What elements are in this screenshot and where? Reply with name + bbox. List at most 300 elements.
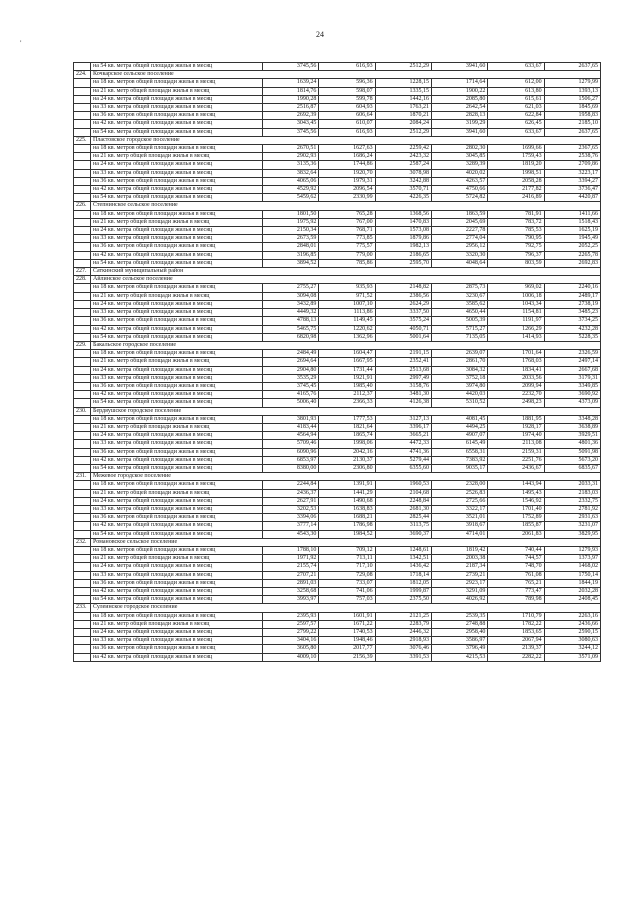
settlement-header-row [74,268,601,276]
table-row [74,104,601,112]
cost-value-cell: 733,07 [319,579,375,587]
table-row [74,530,601,538]
cost-value-cell: 2802,30 [431,145,487,153]
cost-value-cell: 6835,67 [544,464,600,472]
cost-value-cell: 1731,44 [319,366,375,374]
table-row [74,432,601,440]
table-row [74,596,601,604]
table-row [74,391,601,399]
area-norm-label: на 36 кв. метров общей площади жилья в месяц [91,243,263,251]
table-row [74,423,601,431]
cost-value-cell: 2033,31 [544,481,600,489]
cost-value-cell: 1948,46 [319,637,375,645]
cost-value-cell: 621,03 [488,104,544,112]
cost-value-cell: 2891,03 [263,579,319,587]
cost-value-cell: 3258,68 [263,588,319,596]
cost-value-cell: 767,00 [319,218,375,226]
cost-value-cell: 4009,10 [263,653,319,661]
cost-value-cell: 935,93 [319,284,375,292]
cost-value-cell: 3571,09 [544,653,600,661]
area-norm-label: на 54 кв. метра общей площади жилья в месяц [91,128,263,136]
cost-value-cell: 1821,64 [319,423,375,431]
cost-value-cell: 2159,31 [488,448,544,456]
cost-value-cell: 6090,96 [263,448,319,456]
cost-value-cell: 3736,47 [544,186,600,194]
area-norm-label: на 24 кв. метра общей площади жилья в месяц [91,629,263,637]
row-number-cell [74,161,91,169]
area-norm-label: на 21 кв. метр общей площади жилья в месяц [91,358,263,366]
cost-value-cell: 2637,65 [544,63,600,71]
cost-value-cell: 2739,21 [431,571,487,579]
cost-value-cell: 1368,56 [375,210,431,218]
cost-value-cell: 1639,24 [263,79,319,87]
cost-value-cell: 3745,56 [263,128,319,136]
cost-value-cell: 1958,83 [544,112,600,120]
area-norm-label: на 21 кв. метр общей площади жилья в месяц [91,620,263,628]
cost-value-cell: 768,71 [319,227,375,235]
table-row [74,161,601,169]
cost-value-cell: 1638,83 [319,505,375,513]
cost-value-cell: 2045,69 [431,218,487,226]
settlement-header-row [74,276,601,284]
table-row [74,374,601,382]
cost-value-cell: 1920,70 [319,169,375,177]
cost-value-cell: 1699,66 [488,145,544,153]
area-norm-label: на 42 кв. метра общей площади жилья в месяц [91,456,263,464]
table-row [74,612,601,620]
area-norm-label: на 42 кв. метра общей площади жилья в месяц [91,522,263,530]
cost-value-cell: 616,93 [319,128,375,136]
cost-value-cell: 779,00 [319,251,375,259]
row-number-cell [74,571,91,579]
area-norm-label: на 33 кв. метра общей площади жилья в месяц [91,309,263,317]
cost-value-cell: 3394,06 [263,514,319,522]
cost-value-cell: 792,75 [488,243,544,251]
cost-value-cell: 1220,62 [319,325,375,333]
cost-value-cell: 596,36 [319,79,375,87]
table-row [74,177,601,185]
cost-value-cell: 3690,92 [544,391,600,399]
table-row [74,366,601,374]
cost-value-cell: 5465,75 [263,325,319,333]
cost-value-cell: 2326,59 [544,350,600,358]
cost-value-cell: 3289,39 [431,161,487,169]
cost-value-cell: 1701,64 [488,350,544,358]
row-number-cell [74,169,91,177]
cost-value-cell: 2084,24 [375,120,431,128]
area-norm-label: на 33 кв. метра общей площади жилья в месяц [91,440,263,448]
row-number-cell [74,481,91,489]
table-row [74,579,601,587]
cost-value-cell: 2099,94 [488,382,544,390]
cost-value-cell: 4126,38 [375,399,431,407]
area-norm-label: на 36 кв. метров общей площади жилья в месяц [91,514,263,522]
row-number-cell [74,243,91,251]
table-row [74,489,601,497]
cost-value-cell: 2367,65 [544,145,600,153]
cost-value-cell: 4026,92 [431,596,487,604]
area-norm-label: на 54 кв. метра общей площади жилья в месяц [91,464,263,472]
area-norm-label: на 36 кв. метров общей площади жилья в месяц [91,177,263,185]
row-number-cell [74,120,91,128]
cost-value-cell: 3941,60 [431,63,487,71]
cost-value-cell: 1759,43 [488,153,544,161]
area-norm-label: на 36 кв. метров общей площади жилья в месяц [91,448,263,456]
cost-value-cell: 2436,66 [544,620,600,628]
cost-value-cell: 2673,59 [263,235,319,243]
settlement-number: 224. [74,71,91,79]
table-row [74,95,601,103]
cost-value-cell: 2306,80 [319,464,375,472]
table-row [74,333,601,341]
area-norm-label: на 24 кв. метра общей площади жилья в месяц [91,300,263,308]
cost-value-cell: 4065,06 [263,177,319,185]
cost-value-cell: 1414,93 [488,333,544,341]
cost-value-cell: 2931,63 [544,514,600,522]
cost-value-cell: 2667,68 [544,366,600,374]
cost-value-cell: 3918,67 [431,522,487,530]
cost-value-cell: 2639,07 [431,350,487,358]
row-number-cell [74,112,91,120]
cost-value-cell: 2130,37 [319,456,375,464]
cost-value-cell: 4232,28 [544,325,600,333]
cost-value-cell: 796,37 [488,251,544,259]
cost-value-cell: 1391,91 [319,481,375,489]
area-norm-label: на 36 кв. метров общей площади жилья в месяц [91,579,263,587]
cost-value-cell: 3396,17 [375,423,431,431]
cost-value-cell: 4801,36 [544,440,600,448]
cost-value-cell: 775,57 [319,243,375,251]
row-number-cell [74,588,91,596]
cost-value-cell: 2848,01 [263,243,319,251]
cost-value-cell: 744,57 [488,555,544,563]
cost-value-cell: 2587,24 [375,161,431,169]
cost-value-cell: 773,85 [319,235,375,243]
cost-value-cell: 6853,97 [263,456,319,464]
row-number-cell [74,145,91,153]
cost-value-cell: 6145,49 [431,440,487,448]
cost-value-cell: 2061,83 [488,530,544,538]
cost-value-cell: 3485,23 [544,309,600,317]
cost-value-cell: 1788,10 [263,546,319,554]
cost-value-cell: 5001,64 [375,333,431,341]
cost-value-cell: 1362,96 [319,333,375,341]
cost-value-cell: 4472,33 [375,440,431,448]
cost-value-cell: 717,10 [319,563,375,571]
table-row [74,169,601,177]
cost-value-cell: 3638,89 [544,423,600,431]
cost-value-cell: 8380,00 [263,464,319,472]
cost-value-cell: 761,08 [488,571,544,579]
cost-value-cell: 1900,22 [431,87,487,95]
cost-value-cell: 615,61 [488,95,544,103]
corner-mark: , [20,37,22,43]
cost-value-cell: 3135,36 [263,161,319,169]
cost-value-cell: 4263,57 [431,177,487,185]
cost-value-cell: 3521,01 [431,514,487,522]
table-row [74,514,601,522]
cost-value-cell: 3752,18 [431,374,487,382]
cost-value-cell: 3196,85 [263,251,319,259]
table-row [74,653,601,661]
table-row [74,292,601,300]
settlement-header-row [74,202,601,210]
cost-value-cell: 765,21 [488,579,544,587]
row-number-cell [74,489,91,497]
cost-value-cell: 1191,97 [488,317,544,325]
row-number-cell [74,186,91,194]
area-norm-label: на 42 кв. метра общей площади жилья в месяц [91,186,263,194]
cost-value-cell: 3043,45 [263,120,319,128]
cost-value-cell: 1393,13 [544,87,600,95]
cost-value-cell: 3199,29 [431,120,487,128]
table-row [74,63,601,71]
area-norm-label: на 18 кв. метров общей площади жилья в месяц [91,79,263,87]
area-norm-label: на 21 кв. метр общей площади жилья в месяц [91,153,263,161]
cost-value-cell: 2861,70 [431,358,487,366]
cost-value-cell: 971,52 [319,292,375,300]
table-row [74,87,601,95]
cost-value-cell: 1863,59 [431,210,487,218]
cost-value-cell: 3745,45 [263,382,319,390]
area-norm-label: на 18 кв. метров общей площади жилья в месяц [91,481,263,489]
cost-value-cell: 1573,08 [375,227,431,235]
cost-value-cell: 2709,86 [544,161,600,169]
cost-value-cell: 2148,82 [375,284,431,292]
row-number-cell [74,366,91,374]
cost-value-cell: 3158,76 [375,382,431,390]
table-row [74,309,601,317]
cost-value-cell: 4750,66 [431,186,487,194]
cost-value-cell: 1819,42 [431,546,487,554]
cost-value-cell: 1744,86 [319,161,375,169]
cost-value-cell: 626,45 [488,120,544,128]
cost-value-cell: 1335,15 [375,87,431,95]
cost-value-cell: 2240,16 [544,284,600,292]
table-row [74,120,601,128]
row-number-cell [74,653,91,661]
cost-value-cell: 2183,03 [544,489,600,497]
area-norm-label: на 54 кв. метра общей площади жилья в месяц [91,596,263,604]
cost-value-cell: 4741,36 [375,448,431,456]
cost-value-cell: 3244,12 [544,645,600,653]
cost-value-cell: 2096,54 [319,186,375,194]
cost-value-cell: 2232,70 [488,391,544,399]
cost-value-cell: 2755,27 [263,284,319,292]
row-number-cell [74,497,91,505]
cost-value-cell: 1266,29 [488,325,544,333]
cost-value-cell: 785,86 [319,259,375,267]
cost-value-cell: 6355,60 [375,464,431,472]
cost-value-cell: 613,80 [488,87,544,95]
row-number-cell [74,464,91,472]
table-row [74,399,601,407]
cost-value-cell: 3084,32 [431,366,487,374]
cost-value-cell: 709,12 [319,546,375,554]
table-row [74,284,601,292]
cost-value-cell: 4449,32 [263,309,319,317]
table-row [74,79,601,87]
cost-value-cell: 3777,14 [263,522,319,530]
cost-value-cell: 3394,27 [544,177,600,185]
cost-value-cell: 2423,32 [375,153,431,161]
row-number-cell [74,333,91,341]
cost-value-cell: 1506,27 [544,95,600,103]
cost-value-cell: 2033,56 [488,374,544,382]
cost-value-cell: 3993,97 [263,596,319,604]
cost-value-cell: 1879,86 [375,235,431,243]
cost-value-cell: 2918,93 [375,637,431,645]
cost-value-cell: 729,08 [319,571,375,579]
table-row [74,456,601,464]
settlement-header-row [74,604,601,612]
cost-value-cell: 1974,40 [488,432,544,440]
table-row [74,505,601,513]
table-row [74,440,601,448]
cost-value-cell: 4050,71 [375,325,431,333]
cost-value-cell: 2251,76 [488,456,544,464]
cost-value-cell: 2263,16 [544,612,600,620]
settlement-header-row [74,341,601,349]
cost-value-cell: 1998,51 [488,169,544,177]
row-number-cell [74,235,91,243]
row-number-cell [74,87,91,95]
cost-value-cell: 4215,53 [431,653,487,661]
row-number-cell [74,300,91,308]
area-norm-label: на 18 кв. метров общей площади жилья в месяц [91,350,263,358]
area-norm-label: на 21 кв. метр общей площади жилья в месяц [91,218,263,226]
cost-value-cell: 1975,92 [263,218,319,226]
settlement-header-row [74,407,601,415]
table-row [74,251,601,259]
cost-value-cell: 783,72 [488,218,544,226]
cost-value-cell: 1921,91 [319,374,375,382]
table-row [74,382,601,390]
cost-value-cell: 7383,92 [431,456,487,464]
cost-value-cell: 2670,51 [263,145,319,153]
settlement-number: 229. [74,341,91,349]
cost-value-cell: 1768,03 [488,358,544,366]
area-norm-label: на 24 кв. метра общей площади жилья в месяц [91,563,263,571]
settlement-name: Пластовское городское поселение [91,136,601,144]
row-number-cell [74,104,91,112]
cost-value-cell: 3801,93 [263,415,319,423]
settlement-name: Сулеинское городское поселение [91,604,601,612]
cost-value-cell: 2330,99 [319,194,375,202]
cost-value-cell: 3586,97 [431,637,487,645]
cost-value-cell: 1782,22 [488,620,544,628]
cost-value-cell: 2539,35 [431,612,487,620]
settlement-number: 232. [74,538,91,546]
tariff-table [73,62,601,662]
cost-value-cell: 4420,87 [544,194,600,202]
cost-value-cell: 785,53 [488,227,544,235]
row-number-cell [74,399,91,407]
cost-value-cell: 2513,68 [375,366,431,374]
cost-value-cell: 2408,45 [544,596,600,604]
cost-value-cell: 1468,02 [544,563,600,571]
cost-value-cell: 2248,84 [375,497,431,505]
table-row [74,235,601,243]
table-row [74,358,601,366]
area-norm-label: на 42 кв. метра общей площади жилья в месяц [91,653,263,661]
settlement-name: Бердяушское городское поселение [91,407,601,415]
cost-value-cell: 2328,00 [431,481,487,489]
cost-value-cell: 1834,41 [488,366,544,374]
cost-value-cell: 3179,31 [544,374,600,382]
cost-value-cell: 1865,74 [319,432,375,440]
row-number-cell [74,350,91,358]
cost-value-cell: 2017,77 [319,645,375,653]
cost-value-cell: 4529,92 [263,186,319,194]
cost-value-cell: 1279,99 [544,79,600,87]
cost-value-cell: 1740,53 [319,629,375,637]
settlement-number: 230. [74,407,91,415]
cost-value-cell: 1441,29 [319,489,375,497]
settlement-number: 228. [74,276,91,284]
table-row [74,145,601,153]
cost-value-cell: 2774,04 [431,235,487,243]
cost-value-cell: 2923,17 [431,579,487,587]
cost-value-cell: 2332,75 [544,497,600,505]
cost-value-cell: 3291,09 [431,588,487,596]
cost-value-cell: 1979,31 [319,177,375,185]
cost-value-cell: 789,98 [488,596,544,604]
cost-value-cell: 1686,24 [319,153,375,161]
cost-value-cell: 3242,88 [375,177,431,185]
cost-value-cell: 2104,68 [375,489,431,497]
cost-value-cell: 969,02 [488,284,544,292]
row-number-cell [74,325,91,333]
row-number-cell [74,440,91,448]
table-row [74,218,601,226]
cost-value-cell: 2904,80 [263,366,319,374]
row-number-cell [74,292,91,300]
cost-value-cell: 7135,05 [431,333,487,341]
row-number-cell [74,637,91,645]
cost-value-cell: 4543,30 [263,530,319,538]
row-number-cell [74,645,91,653]
cost-value-cell: 3202,53 [263,505,319,513]
area-norm-label: на 24 кв. метра общей площади жилья в месяц [91,432,263,440]
cost-value-cell: 4165,76 [263,391,319,399]
row-number-cell [74,522,91,530]
row-number-cell [74,309,91,317]
cost-value-cell: 2282,22 [488,653,544,661]
area-norm-label: на 18 кв. метров общей площади жилья в месяц [91,546,263,554]
cost-value-cell: 4714,01 [431,530,487,538]
cost-value-cell: 3076,46 [375,645,431,653]
settlement-name: Айлинское сельское поселение [91,276,601,284]
cost-value-cell: 2590,15 [544,629,600,637]
cost-value-cell: 2113,08 [488,440,544,448]
row-number-cell [74,259,91,267]
table-row [74,194,601,202]
cost-value-cell: 1546,92 [488,497,544,505]
area-norm-label: на 24 кв. метра общей площади жилья в месяц [91,227,263,235]
area-norm-label: на 42 кв. метра общей площади жилья в месяц [91,120,263,128]
cost-value-cell: 3941,60 [431,128,487,136]
area-norm-label: на 24 кв. метра общей площади жилья в месяц [91,366,263,374]
cost-value-cell: 1154,81 [488,309,544,317]
settlement-header-row [74,538,601,546]
cost-value-cell: 599,78 [319,95,375,103]
cost-value-cell: 1006,18 [488,292,544,300]
cost-value-cell: 3322,17 [431,505,487,513]
cost-value-cell: 3481,30 [375,391,431,399]
cost-value-cell: 2067,94 [488,637,544,645]
cost-value-cell: 4420,03 [431,391,487,399]
